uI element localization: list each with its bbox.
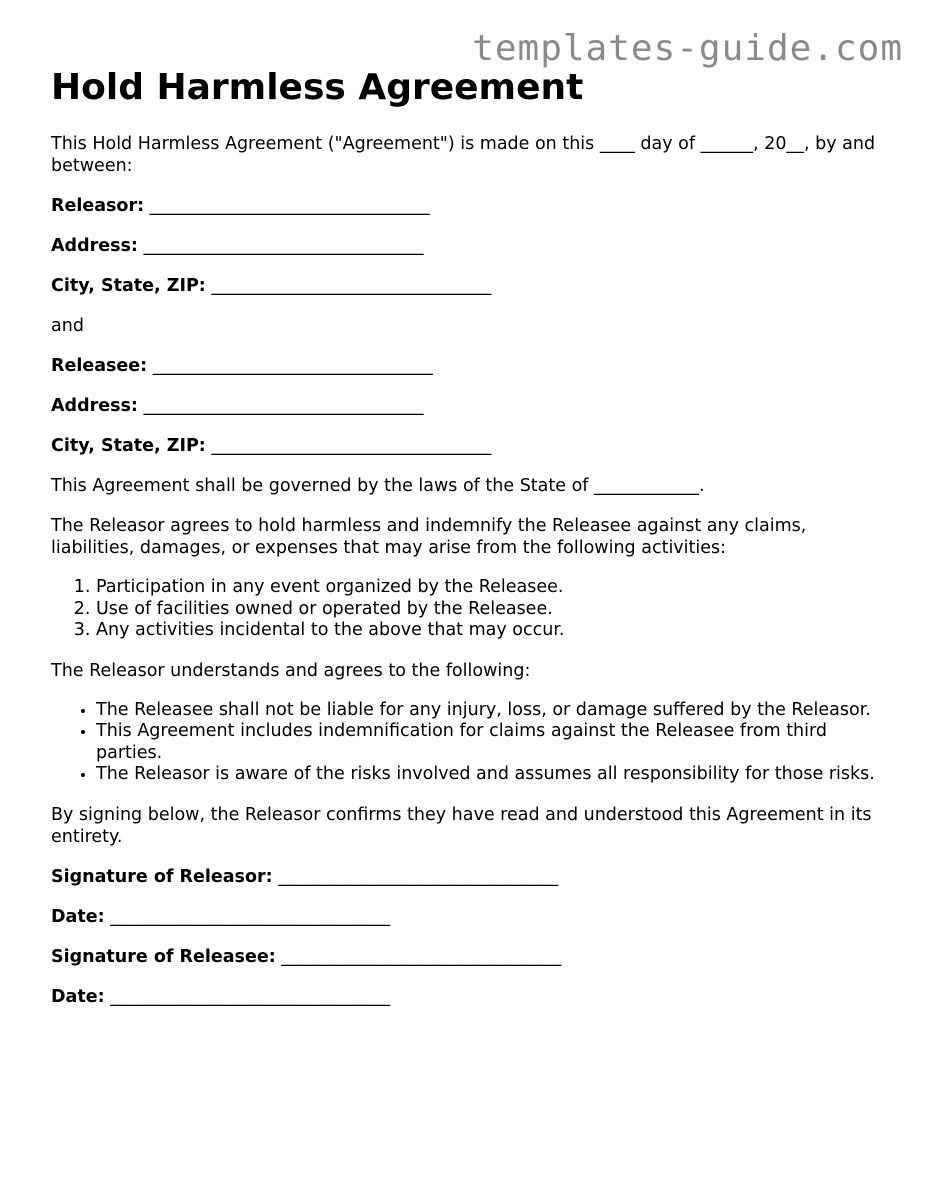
releasee-name-field [51, 355, 891, 377]
releasor-signature-field [51, 866, 891, 888]
blank-line: ________________________________ [143, 236, 424, 256]
and-text: and [51, 316, 84, 336]
activities-list [51, 577, 891, 642]
list-item: 1. Participation in any event organized by the Releasee. [96, 577, 891, 599]
field-label: Signature of Releasor: [51, 866, 273, 887]
releasor-date-field [51, 906, 891, 928]
releasor-name-field [51, 195, 891, 217]
releasee-address-field [51, 395, 891, 417]
field-label: Signature of Releasee: [51, 946, 276, 967]
field-label: Releasor: [51, 196, 145, 216]
releasor-city-field [51, 275, 891, 297]
releasee-date-field [51, 986, 891, 1008]
releasee-signature-field [51, 946, 891, 968]
field-label: Address: [51, 396, 138, 416]
field-label: Date: [51, 906, 105, 927]
indemnity-paragraph: The Releasor agrees to hold harmless and indemnify the Releasee against any claims, liabilities, damages, or expenses that may arise from the following activities: [51, 516, 807, 558]
blank-line: ________________________________ [278, 866, 559, 887]
field-label: Releasee: [51, 356, 148, 376]
document-title: Hold Harmless Agreement [51, 67, 584, 108]
releasor-address-field [51, 235, 891, 257]
intro-paragraph: This Hold Harmless Agreement ("Agreement") is made on this ____ day of ______, 20__, by and between: [51, 134, 876, 176]
governing-law-paragraph: This Agreement shall be governed by the laws of the State of ____________. [51, 476, 705, 496]
blank-line: ________________________________ [211, 436, 492, 456]
watermark: templates-guide.com [472, 28, 903, 69]
blank-line: ________________________________ [149, 196, 430, 216]
list-item: • The Releasor is aware of the risks involved and assumes all responsibility for those risks. [96, 764, 891, 786]
list-item: • This Agreement includes indemnification for claims against the Releasee from third parties. [96, 721, 891, 764]
list-item: 3. Any activities incidental to the above that may occur. [96, 620, 891, 642]
blank-line: ________________________________ [110, 906, 391, 927]
blank-line: ________________________________ [143, 396, 424, 416]
field-label: City, State, ZIP: [51, 436, 206, 456]
blank-line: ________________________________ [281, 946, 562, 967]
field-label: Date: [51, 986, 105, 1007]
document-body [51, 62, 891, 1026]
field-label: Address: [51, 236, 138, 256]
blank-line: ________________________________ [211, 276, 492, 296]
understanding-paragraph: The Releasor understands and agrees to the following: [51, 660, 531, 681]
list-item: • The Releasee shall not be liable for any injury, loss, or damage suffered by the Releasor. [96, 700, 891, 722]
understandings-list [51, 700, 891, 786]
field-label: City, State, ZIP: [51, 276, 206, 296]
blank-line: ________________________________ [110, 986, 391, 1007]
blank-line: ________________________________ [152, 356, 433, 376]
list-item: 2. Use of facilities owned or operated by the Releasee. [96, 599, 891, 621]
releasee-city-field [51, 435, 891, 457]
confirmation-paragraph: By signing below, the Releasor confirms they have read and understood this Agreement in its entirety. [51, 804, 872, 847]
